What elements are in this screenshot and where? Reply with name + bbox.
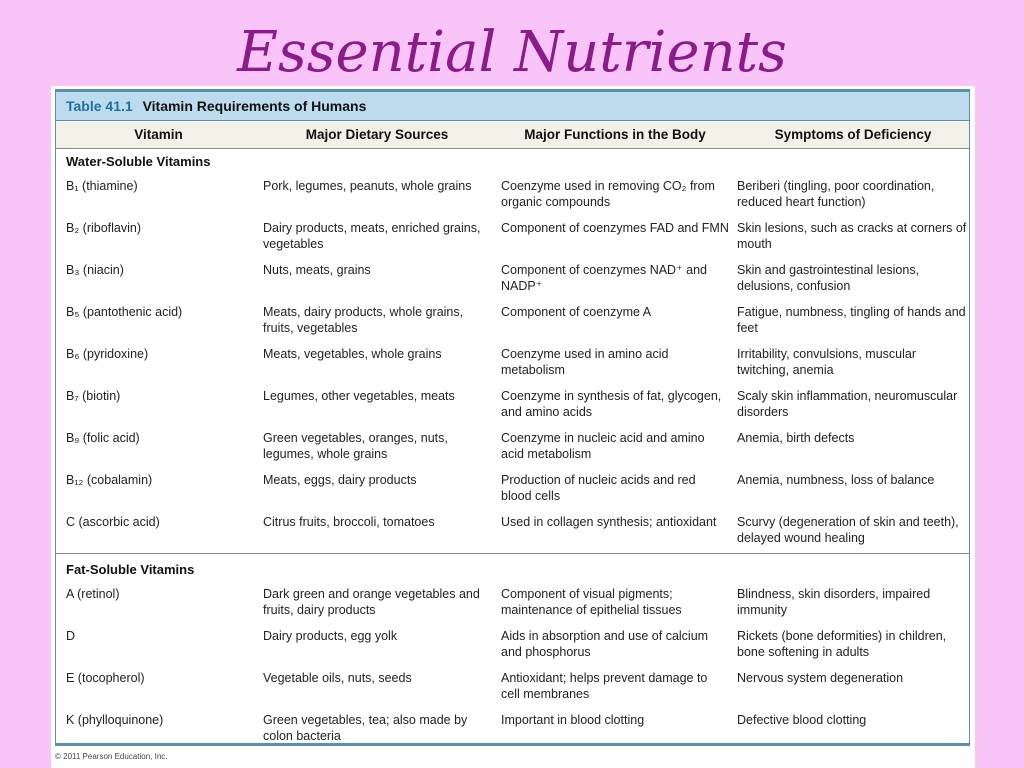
- cell-functions: Coenzyme used in amino acid metabolism: [501, 347, 669, 377]
- cell-sources: Pork, legumes, peanuts, whole grains: [263, 179, 472, 193]
- cell-functions: Component of coenzyme A: [501, 305, 652, 319]
- cell-sources: Green vegetables, oranges, nuts, legumes, whole grains: [263, 431, 448, 461]
- cell-deficiency: Scurvy (degeneration of skin and teeth), delayed wound healing: [737, 515, 959, 545]
- cell-vitamin: D: [66, 629, 76, 643]
- cell-sources: Meats, dairy products, whole grains, fruits, vegetables: [263, 305, 464, 335]
- cell-vitamin: B₁₂ (cobalamin): [66, 473, 153, 487]
- cell-functions: Used in collagen synthesis; antioxidant: [501, 515, 717, 529]
- table-number: Table 41.1: [66, 98, 133, 114]
- cell-sources: Green vegetables, tea; also made by colon bacteria: [263, 713, 468, 743]
- cell-sources: Dairy products, meats, enriched grains, vegetables: [263, 221, 481, 251]
- cell-vitamin: B₂ (riboflavin): [66, 221, 142, 235]
- header-deficiency: Symptoms of Deficiency: [774, 127, 932, 142]
- section-title: Fat-Soluble Vitamins: [66, 562, 195, 577]
- cell-deficiency: Blindness, skin disorders, impaired immunity: [737, 587, 931, 617]
- cell-vitamin: B₃ (niacin): [66, 263, 124, 277]
- cell-deficiency: Scaly skin inflammation, neuromuscular disorders: [737, 389, 958, 419]
- cell-functions: Antioxidant; helps prevent damage to cell membranes: [501, 671, 708, 701]
- table-header-row: [56, 122, 969, 149]
- cell-deficiency: Anemia, birth defects: [737, 431, 855, 445]
- header-vitamin: Vitamin: [134, 127, 183, 142]
- cell-deficiency: Anemia, numbness, loss of balance: [737, 473, 935, 487]
- cell-vitamin: A (retinol): [66, 587, 120, 601]
- cell-deficiency: Skin and gastrointestinal lesions, delusions, confusion: [737, 263, 920, 293]
- cell-deficiency: Beriberi (tingling, poor coordination, reduced heart function): [737, 179, 935, 209]
- section-divider: [56, 553, 969, 554]
- cell-deficiency: Irritability, convulsions, muscular twitching, anemia: [737, 347, 916, 377]
- vitamin-table-panel: [51, 86, 975, 768]
- cell-sources: Dairy products, egg yolk: [263, 629, 398, 643]
- cell-functions: Coenzyme in nucleic acid and amino acid metabolism: [501, 431, 705, 461]
- cell-functions: Coenzyme used in removing CO₂ from organic compounds: [501, 179, 715, 209]
- slide-title: Essential Nutrients: [237, 20, 787, 85]
- cell-vitamin: B₉ (folic acid): [66, 431, 140, 445]
- table-caption: [56, 92, 969, 121]
- cell-vitamin: B₆ (pyridoxine): [66, 347, 149, 361]
- cell-deficiency: Skin lesions, such as cracks at corners of mouth: [737, 221, 967, 251]
- cell-deficiency: Nervous system degeneration: [737, 671, 904, 685]
- cell-functions: Component of visual pigments; maintenance of epithelial tissues: [501, 587, 682, 617]
- cell-vitamin: B₁ (thiamine): [66, 179, 138, 193]
- cell-vitamin: C (ascorbic acid): [66, 515, 160, 529]
- cell-deficiency: Fatigue, numbness, tingling of hands and feet: [737, 305, 966, 335]
- header-sources: Major Dietary Sources: [305, 127, 449, 142]
- section-title: Water-Soluble Vitamins: [66, 154, 211, 169]
- cell-functions: Important in blood clotting: [501, 713, 645, 727]
- cell-sources: Dark green and orange vegetables and fruits, dairy products: [263, 587, 480, 617]
- cell-functions: Production of nucleic acids and red blood cells: [501, 473, 696, 503]
- cell-sources: Citrus fruits, broccoli, tomatoes: [263, 515, 435, 529]
- cell-deficiency: Rickets (bone deformities) in children, bone softening in adults: [737, 629, 947, 659]
- cell-sources: Meats, vegetables, whole grains: [263, 347, 442, 361]
- cell-sources: Vegetable oils, nuts, seeds: [263, 671, 412, 685]
- cell-functions: Aids in absorption and use of calcium and phosphorus: [501, 629, 709, 659]
- table-name: Vitamin Requirements of Humans: [142, 98, 367, 114]
- header-functions: Major Functions in the Body: [524, 127, 706, 142]
- vitamin-table: [55, 89, 970, 746]
- cell-vitamin: B₅ (pantothenic acid): [66, 305, 183, 319]
- cell-vitamin: B₇ (biotin): [66, 389, 121, 403]
- cell-sources: Nuts, meats, grains: [263, 263, 371, 277]
- cell-deficiency: Defective blood clotting: [737, 713, 867, 727]
- cell-functions: Coenzyme in synthesis of fat, glycogen, and amino acids: [501, 389, 722, 419]
- cell-vitamin: E (tocopherol): [66, 671, 145, 685]
- cell-vitamin: K (phylloquinone): [66, 713, 164, 727]
- cell-functions: Component of coenzymes FAD and FMN: [501, 221, 729, 235]
- cell-sources: Legumes, other vegetables, meats: [263, 389, 455, 403]
- copyright-notice: © 2011 Pearson Education, Inc.: [55, 752, 168, 761]
- cell-sources: Meats, eggs, dairy products: [263, 473, 417, 487]
- cell-functions: Component of coenzymes NAD⁺ and NADP⁺: [501, 263, 708, 293]
